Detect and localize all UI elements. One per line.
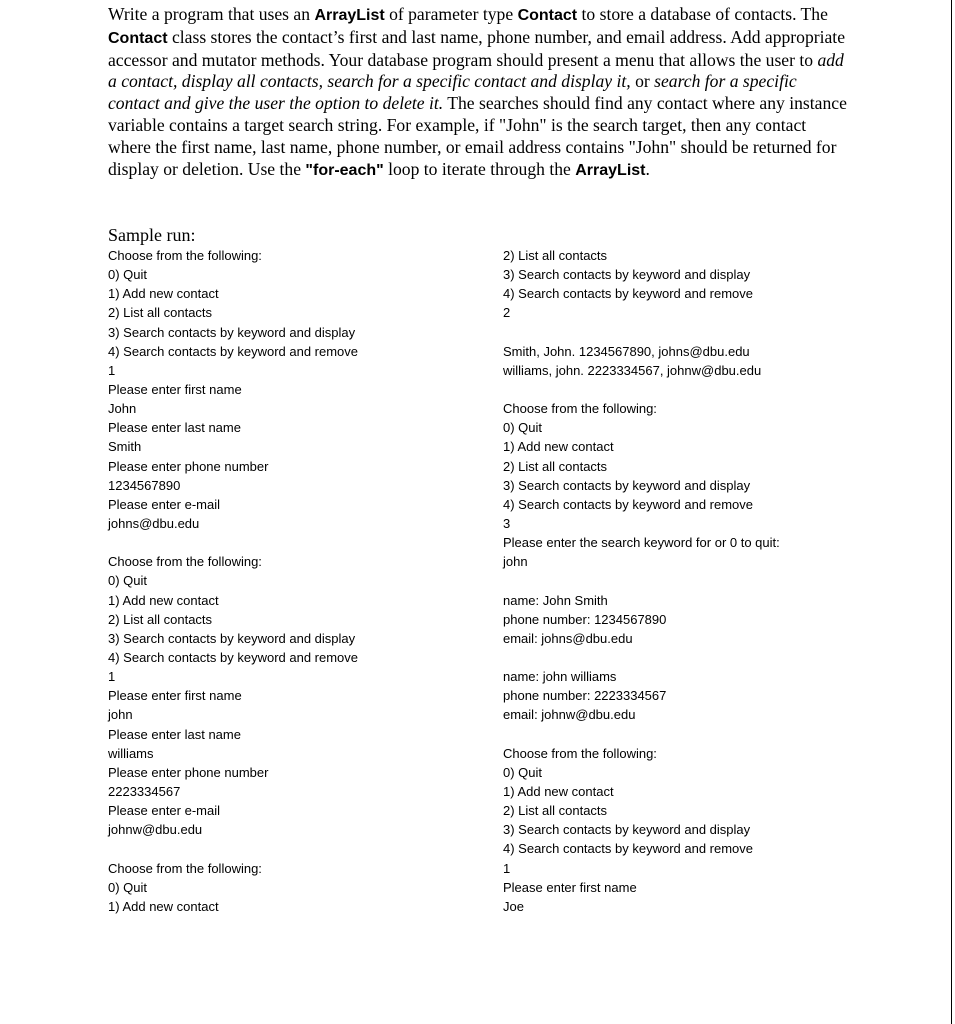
para-text-2: of parameter type — [384, 4, 518, 24]
para-bold-for-each: "for-each" — [305, 161, 384, 179]
console-line: 1) Add new contact — [503, 439, 614, 455]
console-line: 1 — [108, 669, 116, 685]
console-line — [503, 380, 903, 399]
console-line: 3) Search contacts by keyword and display — [503, 822, 751, 838]
para-italic-actions: add a contact, display all contacts, search for a specific contact and display it, — [108, 49, 844, 92]
sample-run-heading: Sample run: — [108, 225, 196, 245]
console-line: Please enter phone number — [108, 764, 269, 780]
console-line: Joe — [503, 898, 524, 914]
console-line: john — [503, 554, 528, 570]
para-text-3: to store a database of contacts. The — [577, 4, 828, 24]
console-line: 3) Search contacts by keyword and display — [503, 267, 751, 283]
para-text-6: The searches should find any contact where any instance variable contains a target search string. For example, if "John" is the search target, then any contact where the first name, last name, phone number, or email address contains "John" should be returned for display or deletion. Use the — [108, 93, 847, 179]
console-line: Please enter first name — [108, 381, 242, 397]
console-line: 2) List all contacts — [108, 611, 213, 627]
console-line: 4) Search contacts by keyword and remove — [108, 649, 359, 665]
para-text-5: or — [630, 71, 655, 92]
para-italic-delete: search for a specific contact and give the user the option to delete it. — [108, 71, 797, 114]
console-line: 2) List all contacts — [503, 248, 608, 263]
console-line: Please enter phone number — [108, 458, 269, 474]
console-line: 2) List all contacts — [503, 458, 608, 474]
console-line: 0) Quit — [503, 764, 543, 780]
para-bold-arraylist: ArrayList — [314, 7, 385, 24]
assignment-paragraph — [108, 4, 848, 181]
sample-run-left-column — [108, 246, 508, 916]
console-line: 1) Add new contact — [108, 592, 219, 608]
console-line: Smith, John. 1234567890, johns@dbu.edu — [503, 343, 750, 359]
console-line: johnw@dbu.edu — [108, 822, 203, 838]
para-bold-contact-class: Contact — [108, 29, 168, 47]
console-line: Please enter first name — [503, 879, 637, 895]
console-line: 1 — [108, 362, 116, 378]
console-line: johns@dbu.edu — [108, 515, 200, 531]
console-line — [503, 725, 903, 744]
console-line — [108, 533, 508, 552]
console-line: Please enter e-mail — [108, 496, 220, 512]
console-line: Choose from the following: — [108, 860, 262, 876]
console-line: phone number: 1234567890 — [503, 611, 667, 627]
console-line: Choose from the following: — [503, 745, 657, 761]
console-line: Please enter first name — [108, 688, 242, 704]
sample-run-right-column — [503, 246, 903, 916]
para-text-8: . — [645, 158, 650, 179]
console-line: 4) Search contacts by keyword and remove — [503, 841, 754, 857]
para-text-7: loop to iterate through the — [383, 158, 576, 179]
para-text-1: Write a program that uses an — [108, 4, 315, 24]
console-line: 4) Search contacts by keyword and remove — [503, 286, 754, 302]
console-line: 2223334567 — [108, 783, 181, 799]
console-line: name: john williams — [503, 669, 617, 685]
console-line: 1) Add new contact — [108, 286, 219, 302]
console-line: Choose from the following: — [108, 554, 262, 570]
console-line: 2) List all contacts — [108, 305, 213, 321]
console-line: Choose from the following: — [503, 401, 657, 417]
console-line: williams — [108, 745, 154, 761]
console-line: 1 — [503, 860, 511, 876]
console-line: Smith — [108, 439, 142, 455]
page-right-border — [951, 0, 952, 1024]
console-line: Choose from the following: — [108, 248, 262, 263]
console-line: phone number: 2223334567 — [503, 688, 667, 704]
console-line: 0) Quit — [108, 879, 148, 895]
console-line: 1) Add new contact — [108, 898, 219, 914]
console-line: 1) Add new contact — [503, 783, 614, 799]
console-line: email: johnw@dbu.edu — [503, 707, 636, 723]
console-line — [503, 323, 903, 342]
console-line — [503, 571, 903, 590]
console-line: williams, john. 2223334567, johnw@dbu.edu — [503, 362, 762, 378]
console-line: email: johns@dbu.edu — [503, 630, 633, 646]
console-line: name: John Smith — [503, 592, 608, 608]
console-line: 3) Search contacts by keyword and display — [503, 477, 751, 493]
console-line: 0) Quit — [108, 267, 148, 283]
console-line — [108, 839, 508, 858]
para-bold-arraylist-end: ArrayList — [575, 161, 646, 179]
console-line: Please enter e-mail — [108, 803, 220, 819]
console-line: John — [108, 401, 137, 417]
console-line: 3) Search contacts by keyword and display — [108, 324, 356, 340]
console-line: 0) Quit — [503, 420, 543, 436]
console-line: Please enter last name — [108, 420, 241, 436]
para-text-4: class stores the contact’s first and last name, phone number, and email address. Add appropriate accessor and mutator methods. Your database program should present a menu that allows the user to — [108, 26, 845, 70]
console-line — [503, 648, 903, 667]
console-line: 3) Search contacts by keyword and display — [108, 630, 356, 646]
console-line: 0) Quit — [108, 573, 148, 589]
console-line: 2 — [503, 305, 511, 321]
console-line: 4) Search contacts by keyword and remove — [108, 343, 359, 359]
console-line: john — [108, 707, 133, 723]
para-bold-contact: Contact — [517, 7, 578, 24]
console-line: Please enter last name — [108, 726, 241, 742]
console-line: 2) List all contacts — [503, 803, 608, 819]
console-line: 3 — [503, 515, 511, 531]
console-line: 4) Search contacts by keyword and remove — [503, 496, 754, 512]
console-line: 1234567890 — [108, 477, 181, 493]
console-line: Please enter the search keyword for or 0 to quit: — [503, 535, 780, 551]
